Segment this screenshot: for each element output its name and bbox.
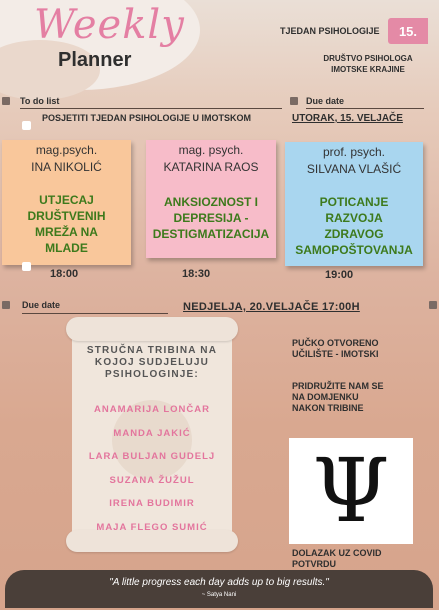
participant-name: SUZANA ŽUŽUL bbox=[109, 475, 195, 486]
scroll-cap bbox=[66, 317, 238, 341]
speaker-title: mag. psych. bbox=[178, 143, 244, 157]
participant-name: IRENA BUDIMIR bbox=[109, 498, 195, 509]
speaker-name: INA NIKOLIĆ bbox=[31, 160, 102, 174]
lecture-topic: UTJECAJ DRUŠTVENIH MREŽA NA MLADE bbox=[27, 193, 106, 255]
venue-text: PUČKO OTVORENO UČILIŠTE - IMOTSKI bbox=[292, 338, 379, 359]
footer-author: ~ Satya Nani bbox=[201, 592, 237, 598]
lecture-time: 19:00 bbox=[325, 269, 354, 281]
participant-name: LARA BULJAN GUDELJ bbox=[88, 451, 216, 462]
bullet-square bbox=[2, 97, 10, 105]
checkbox[interactable] bbox=[22, 121, 31, 130]
psi-icon: Ψ bbox=[312, 439, 390, 542]
bullet-square bbox=[2, 301, 10, 309]
page-title: Planner bbox=[58, 49, 132, 71]
event-date: NEDJELJA, 20.VELJAČE 17:00H bbox=[183, 301, 360, 313]
organization-name: DRUŠTVO PSIHOLOGA IMOTSKE KRAJINE bbox=[323, 54, 413, 74]
scroll-heading: STRUČNA TRIBINA NA KOJOJ SUDJELUJU PSIHOLOGINJE: bbox=[86, 345, 218, 380]
date-badge: 15. bbox=[388, 18, 428, 44]
covid-note: DOLAZAK UZ COVID POTVRDU bbox=[292, 548, 382, 569]
week-name: TJEDAN PSIHOLOGIJE bbox=[280, 26, 380, 36]
lecture-topic: ANKSIOZNOST I DEPRESIJA - DESTIGMATIZACIJA bbox=[152, 195, 270, 241]
participant-name: ANAMARIJA LONČAR bbox=[94, 404, 210, 415]
lecture-card bbox=[2, 140, 131, 265]
scroll-cap bbox=[66, 530, 238, 552]
bullet-square bbox=[290, 97, 298, 105]
footer-quote: "A little progress each day adds up to big results." bbox=[109, 577, 329, 588]
divider-line bbox=[20, 108, 282, 109]
checkbox[interactable] bbox=[22, 262, 31, 271]
speaker-title: mag.psych. bbox=[35, 143, 98, 157]
todo-item: POSJETITI TJEDAN PSIHOLOGIJE U IMOTSKOM bbox=[42, 113, 252, 123]
title-script: Weekly bbox=[34, 2, 185, 48]
participant-name: MANDA JAKIĆ bbox=[113, 428, 191, 439]
lecture-time: 18:30 bbox=[182, 268, 211, 280]
invite-text: PRIDRUŽITE NAM SE NA DOMJENKU NAKON TRIBINE bbox=[292, 381, 384, 413]
lecture-time: 18:00 bbox=[50, 268, 79, 280]
divider-line bbox=[306, 108, 424, 109]
speaker-title: prof. psych. bbox=[322, 145, 386, 159]
bullet-square bbox=[429, 301, 437, 309]
speaker-name: SILVANA VLAŠIĆ bbox=[306, 162, 402, 176]
event-due-label: Due date bbox=[22, 300, 61, 310]
participant-name: MAJA FLEGO SUMIĆ bbox=[96, 522, 208, 533]
todo-due-date: UTORAK, 15. VELJAČE bbox=[292, 113, 403, 124]
lecture-card bbox=[285, 142, 423, 266]
psi-logo bbox=[289, 438, 413, 544]
footer-bar bbox=[5, 570, 433, 608]
due-label: Due date bbox=[306, 96, 345, 106]
speaker-name: KATARINA RAOS bbox=[163, 160, 259, 174]
todo-label: To do list bbox=[20, 96, 60, 106]
divider-line bbox=[22, 313, 168, 314]
lecture-card bbox=[146, 140, 276, 258]
lecture-topic: POTICANJE RAZVOJA ZDRAVOG SAMOPOŠTOVANJA bbox=[295, 195, 413, 257]
